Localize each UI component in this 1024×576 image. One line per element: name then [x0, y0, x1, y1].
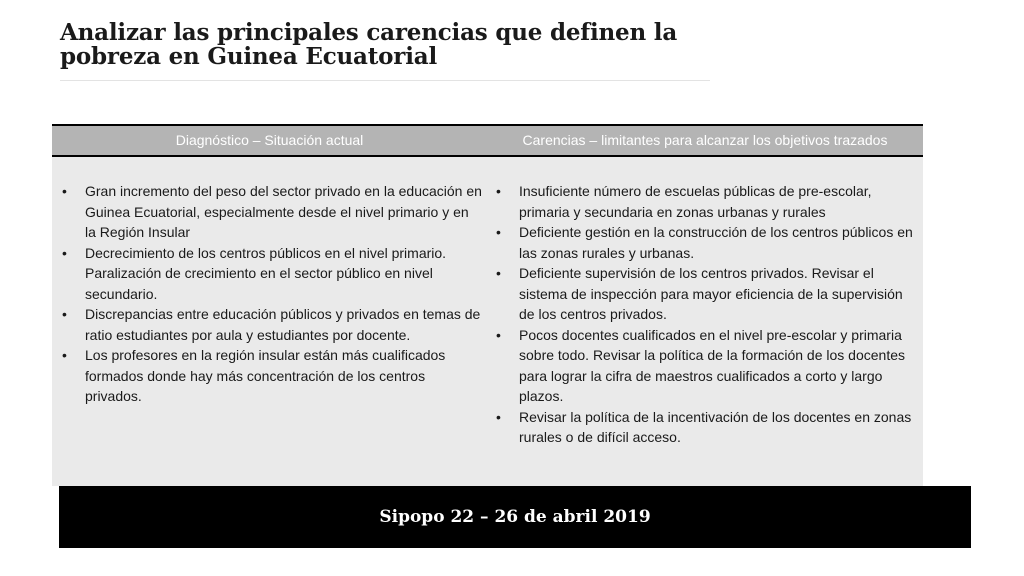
diagnostico-item: • Los profesores en la región insular están más cualificados formados donde hay más concentración de los centros privados.	[62, 345, 482, 407]
carencias-item: • Deficiente supervisión de los centros privados. Revisar el sistema de inspección para mayor eficiencia de la supervisión de los centros privados.	[496, 263, 916, 325]
carencias-item: • Revisar la política de la incentivación de los docentes en zonas rurales o de difícil acceso.	[496, 407, 916, 448]
slide-title: Analizar las principales carencias que definen la pobreza en Guinea Ecuatorial	[60, 19, 678, 70]
diagnostico-item: • Decrecimiento de los centros públicos en el nivel primario. Paralización de crecimiento en el sector público en nivel secundario.	[62, 243, 482, 305]
carencias-item: • Pocos docentes cualificados en el nivel pre-escolar y primaria sobre todo. Revisar la política de la formación de los docentes para lograr la cifra de maestros cualificados a corto y largo plazos.	[496, 325, 916, 407]
carencias-item: • Insuficiente número de escuelas públicas de pre-escolar, primaria y secundaria en zonas urbanas y rurales	[496, 181, 916, 222]
header-diagnostico: Diagnóstico – Situación actual	[175, 132, 364, 148]
carencias-list	[496, 181, 916, 448]
diagnostico-item: • Gran incremento del peso del sector privado en la educación en Guinea Ecuatorial, especialmente desde el nivel primario y en la Región Insular	[62, 181, 482, 243]
footer-banner: Sipopo 22 – 26 de abril 2019	[59, 486, 971, 548]
title-divider	[60, 80, 710, 81]
header-carencias: Carencias – limitantes para alcanzar los objetivos trazados	[522, 132, 888, 148]
table-header	[52, 126, 923, 155]
carencias-item: • Deficiente gestión en la construcción de los centros públicos en las zonas rurales y urbanas.	[496, 222, 916, 263]
diagnostico-item: • Discrepancias entre educación públicos y privados en temas de ratio estudiantes por aula y estudiantes por docente.	[62, 304, 482, 345]
comparison-table	[52, 124, 923, 486]
table-header-border	[52, 155, 923, 157]
diagnostico-list	[62, 181, 482, 407]
